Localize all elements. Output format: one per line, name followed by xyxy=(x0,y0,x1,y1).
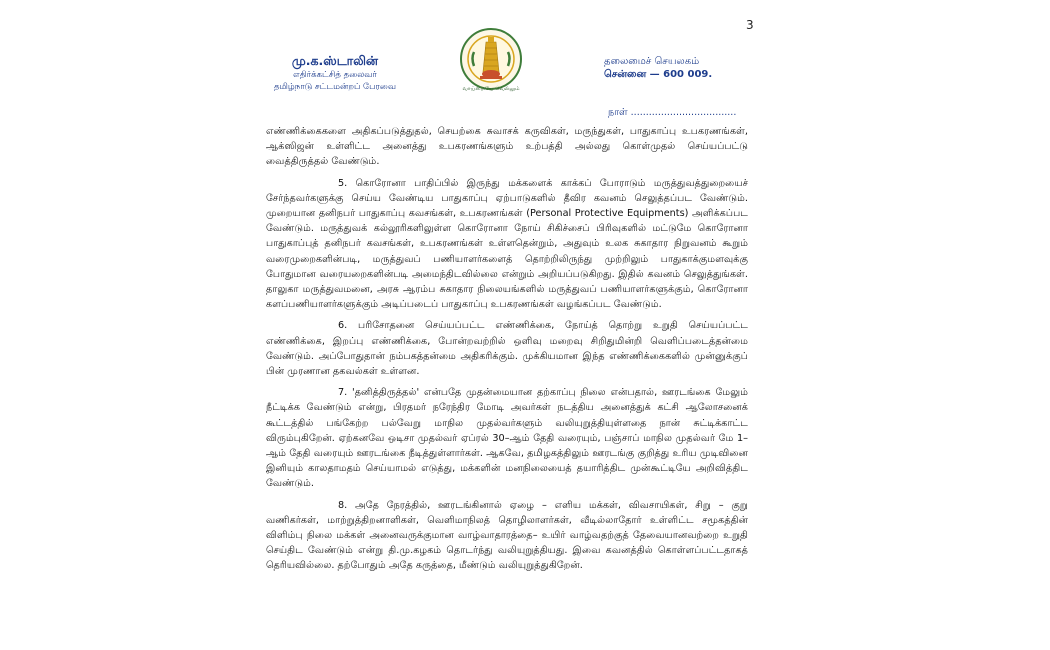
sender-assembly: தமிழ்நாடு சட்டமன்றப் பேரவை xyxy=(274,82,396,92)
emblem-motto: வாய்மையே வெல்லும் xyxy=(462,86,520,92)
paragraph-7: 7. 'தனித்திருத்தல்' என்பதே முதன்மையான தற்காப்பு நிலை என்பதால், ஊரடங்கை மேலும் நீட்டிக்க வேண்டும் என்று, பிரதமர் நரேந்திர மோடி அவர்கள் நடத்திய அனைத்துக் கட்சி ஆலோசனைக் கூட்டத்தில் பங்கேற்ற பல்வேறு மாநில முதல்வர்களும் வலியுறுத்தியுள்ளதை நான் சுட்டிக்காட்ட விரும்புகிறேன். ஏற்கனவே ஒடிசா முதல்வர் ஏப்ரல் 30–ஆம் தேதி வரையும், பஞ்சாப் மாநில முதல்வர் மே 1–ஆம் தேதி வரையும் ஊரடங்கை நீடித்துள்ளார்கள். ஆகவே, தமிழகத்திலும் ஊரடங்கு குறித்து உரிய முடிவினை இனியும் காலதாமதம் செய்யாமல் எடுத்து, மக்களின் மனநிலையைத் தயாரித்திட முன்கூட்டியே அறிவித்திட வேண்டும். xyxy=(266,387,748,490)
sender-title: எதிர்க்கட்சித் தலைவர் xyxy=(293,70,377,80)
office-line-1: தலைமைச் செயலகம் xyxy=(604,56,700,67)
sender-block xyxy=(250,53,420,93)
page-number: 3 xyxy=(746,18,754,32)
paragraph-5: 5. கொரோனா பாதிப்பில் இருந்து மக்களைக் காக்கப் போராடும் மருத்துவத்துறையைச் சேர்ந்தவர்களுக்கு செய்ய வேண்டிய பாதுகாப்பு ஏற்பாடுகளில் தீவிர கவனம் செலுத்தப்பட வேண்டும். முறையான தனிநபர் பாதுகாப்பு கவசங்கள், உபகரணங்கள் (Personal Protective Equipments) அளிக்கப்பட வேண்டும். மருத்துவக் கல்லூரிகளிலுள்ள கொரோனா நோய் சிகிச்சைப் பிரிவுகளில் மட்டுமே கொரோனா பாதுகாப்புத் தனிநபர் கவசங்கள், உபகரணங்கள் உள்ளதென்றும், அதுவும் உலக சுகாதார நிறுவனம் கூறும் வரைமுறைகளின்படி, மருத்துவப் பணியாளர்களைத் தொற்றிலிருந்து முற்றிலும் பாதுகாக்குமளவுக்கு போதுமான வரையறைகளின்படி அமைந்திடவில்லை என்றும் அறியப்படுகிறது. இதில் கவனம் செலுத்துங்கள். தாலுகா மருத்துவமனை, அரசு ஆரம்ப சுகாதார நிலையங்களில் மருத்துவப் பணியாளர்களுக்கும், கொரோனா களப்பணியாளர்களுக்கும் அடிப்படைப் பாதுகாப்பு உபகரணங்கள் வழங்கப்பட வேண்டும். xyxy=(266,177,748,311)
paragraph-8: 8. அதே நேரத்தில், ஊரடங்கினால் ஏழை – எளிய மக்கள், விவசாயிகள், சிறு – குறு வணிகர்கள், மாற்றுத்திறனாளிகள், வெளிமாநிலத் தொழிலாளர்கள், வீடில்லாதோர் உள்ளிட்ட சமூகத்தின் விளிம்பு நிலை மக்கள் அனைவருக்குமான வாழ்வாதாரத்தை– உயிர் வாழ்வதற்குத் தேவையானவற்றை உறுதி செய்திட வேண்டும் என்று தி.மு.கழகம் தொடர்ந்து வலியுறுத்தியது. இவை கவனத்தில் கொள்ளப்பட்டதாகத் தெரியவில்லை. தற்போதும் அதே கருத்தை, மீண்டும் வலியுறுத்துகிறேன். xyxy=(266,499,748,572)
sender-name: மு.க.ஸ்டாலின் xyxy=(291,53,379,68)
office-address xyxy=(604,55,744,81)
date-label: நாள் ................................... xyxy=(608,107,737,118)
paragraph-6: 6. பரிசோதனை செய்யப்பட்ட எண்ணிக்கை, நோய்த் தொற்று உறுதி செய்யப்பட்ட எண்ணிக்கை, இறப்பு எண்ணிக்கை, போன்றவற்றில் ஒளிவு மறைவு சிறிதுமின்றி வெளிப்படைத்தன்மை வேண்டும். அப்போதுதான் நம்பகத்தன்மை அதிகரிக்கும். முக்கியமான இந்த எண்ணிக்கைகளில் முன்னுக்குப் பின் முரணான தகவல்கள் உள்ளன. xyxy=(266,320,748,378)
paragraph-continuation: எண்ணிக்கைகளை அதிகப்படுத்துதல், செயற்கை சுவாசக் கருவிகள், மருந்துகள், பாதுகாப்பு உபகரணங்கள், ஆக்ஸிஜன் உள்ளிட்ட அனைத்து உபகரணங்களும் உற்பத்தி அல்லது கொள்முதல் செய்யப்பட்டு வைத்திருத்தல் வேண்டும். xyxy=(266,126,748,168)
office-line-2: சென்னை — 600 009. xyxy=(604,69,713,80)
letter-body xyxy=(266,124,748,580)
